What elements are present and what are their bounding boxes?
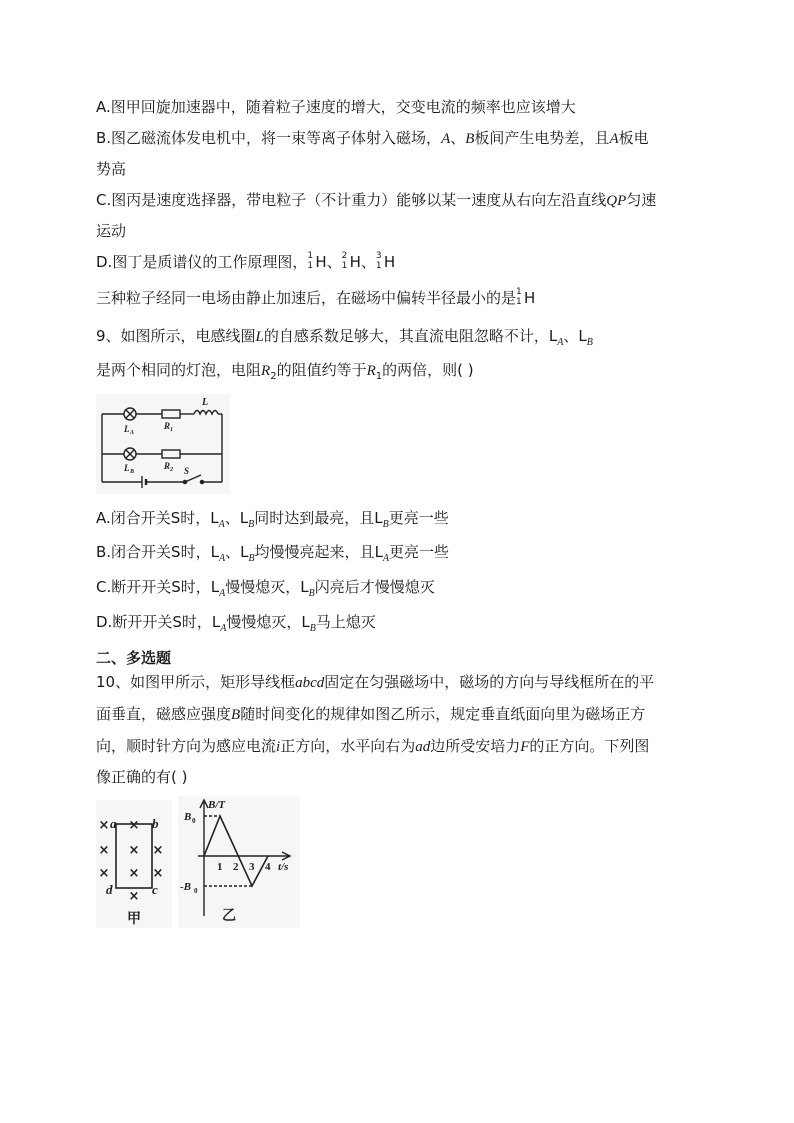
resistor-r2 [162, 450, 180, 458]
b0-label-sub: 0 [192, 817, 196, 825]
corner-c-label: c [152, 882, 158, 897]
isotope-answer-mass: 1 [516, 287, 522, 297]
q9-option-d-end: 马上熄灭 [315, 613, 376, 631]
corner-b-label: b [152, 816, 159, 831]
b-t-curve [204, 816, 268, 886]
q9-d-lamp-b: L [301, 613, 310, 631]
q9-b-lamp-b-sub: B [248, 553, 255, 564]
q9-circuit-figure [96, 394, 230, 494]
q8-option-c-cont: 运动 [96, 222, 127, 240]
q8-option-b-line1 [96, 128, 649, 149]
q10-text-1-end: 固定在匀强磁场中，磁场的方向与导线框所在的平 [324, 673, 655, 691]
q10-text-2-end: 随时间变化的规律如图乙所示，规定垂直纸面向里为磁场正方 [240, 705, 646, 723]
q9-b-lamp-a2: L [374, 543, 383, 561]
isotope-1-prefix [307, 252, 315, 272]
q8-option-b-cont: 势高 [96, 160, 127, 178]
resistor-r1 [162, 410, 180, 418]
q9-lamp-a: L [548, 327, 558, 345]
q8-option-b-line2 [96, 159, 126, 179]
q9-b-comma: 、 [225, 543, 241, 561]
q9-r1-symbol: R [366, 363, 376, 379]
figure-yi-caption: 乙 [222, 908, 236, 924]
y-axis-label: B/T [208, 799, 226, 811]
q10-text-3: 向，顺时针方向为感应电流 [96, 737, 277, 755]
q9-option-c-text: C.断开开关S时， [96, 578, 211, 596]
x-axis-label: t/s [278, 861, 289, 873]
r2-label-sub: 2 [170, 467, 173, 473]
isotope-2-z: 1 [341, 261, 348, 271]
q8-option-a [96, 97, 576, 117]
q9-a-comma: 、 [224, 509, 240, 527]
q8-option-c-end: 匀速 [626, 191, 657, 209]
lamp-b-label-sub: B [130, 469, 135, 475]
q9-stem2-mid: 的阻值约等于 [276, 361, 367, 379]
q9-inductor-symbol: L [255, 329, 264, 345]
q10-text-4: 像正确的有( ) [96, 768, 188, 786]
isotope-answer-symbol: H [524, 289, 536, 307]
q9-option-b-end: 更亮一些 [389, 543, 450, 561]
circuit-diagram [96, 394, 230, 494]
cross-r4c2: × [128, 889, 140, 904]
isotope-1-mass: 1 [307, 251, 314, 261]
r1-label-sub: 1 [170, 427, 173, 433]
isotope-sep-2: 、 [360, 253, 376, 271]
q9-a-lamp-b2: L [374, 509, 383, 527]
q10-ad-symbol: ad [415, 739, 431, 755]
q9-comma: 、 [563, 327, 579, 345]
q9-a-lamp-a-sub: A [218, 519, 225, 530]
cross-r2c1: × [98, 843, 110, 858]
q9-stem-line2 [96, 360, 474, 387]
r1-label: R [164, 421, 171, 431]
q10-stem-line1 [96, 672, 654, 693]
q8-sep: 、 [450, 129, 466, 147]
q8-option-d-cont: 三种粒子经同一电场由静止加速后，在磁场中偏转半径最小的是 [96, 289, 517, 307]
corner-a-label: a [110, 816, 117, 831]
q9-option-c [96, 577, 435, 604]
q9-stem-mid: 的自感系数足够大，其直流电阻忽略不计， [263, 327, 549, 345]
q8-option-b-end: 板电 [618, 129, 649, 147]
q9-option-a-text: A.闭合开关S时， [96, 509, 211, 527]
q8-option-d-line1 [96, 252, 395, 272]
q8-option-a-text: A.图甲回旋加速器中，随着粒子速度的增大，交变电流的频率也应该增大 [96, 98, 576, 116]
q10-stem-line4 [96, 767, 187, 787]
q8-plate-a: A [441, 131, 451, 147]
r2-label: R [164, 461, 171, 471]
q9-a-lamp-a: L [210, 509, 219, 527]
b-t-graph [178, 796, 300, 928]
isotope-2-symbol: H [349, 253, 361, 271]
x-tick-4: 4 [265, 861, 271, 873]
wire-frame-diagram [96, 800, 172, 928]
q9-a-lamp-b: L [239, 509, 249, 527]
isotope-3-prefix [376, 252, 384, 272]
q9-b-lamp-a2-sub: A [382, 553, 390, 564]
q10-figure-jia [96, 800, 172, 928]
q8-option-d-text: D.图丁是质谱仪的工作原理图， [96, 253, 308, 271]
x-tick-1: 1 [217, 861, 223, 873]
q9-stem2-end: 的两倍，则( ) [382, 361, 474, 379]
q10-text-3-mid2: 边所受安培力 [430, 737, 521, 755]
q9-option-d-mid: 慢慢熄灭， [226, 613, 302, 631]
isotope-answer-z: 1 [516, 297, 522, 307]
isotope-sep-1: 、 [326, 253, 342, 271]
q8-option-b-mid: 板间产生电势差，且 [474, 129, 610, 147]
isotope-3-z: 1 [375, 261, 382, 271]
x-tick-2: 2 [233, 861, 239, 873]
q10-figure-yi [178, 796, 300, 928]
q10-b-symbol: B [231, 707, 241, 723]
isotope-3-symbol: H [383, 253, 396, 271]
q10-i-symbol: i [276, 739, 281, 755]
cross-r2c3: × [152, 843, 164, 858]
q9-lamp-a-sub: A [557, 337, 564, 348]
neg-b0-label: -B [180, 881, 191, 893]
q9-lamp-b-sub: B [586, 337, 593, 348]
inductor-coil [194, 411, 218, 415]
q9-d-lamp-a: L [211, 613, 221, 631]
q9-stem2-text: 是两个相同的灯泡，电阻 [96, 361, 262, 379]
q9-c-lamp-a: L [210, 578, 220, 596]
q8-plate-b: B [465, 131, 475, 147]
corner-d-label: d [106, 882, 113, 897]
lamp-b-label: L [124, 463, 130, 473]
q9-lamp-b: L [578, 327, 587, 345]
q10-stem-line3 [96, 736, 649, 757]
q9-c-lamp-b: L [300, 578, 309, 596]
q10-abcd: abcd [295, 675, 325, 691]
neg-b0-label-sub: 0 [194, 887, 198, 895]
q9-option-c-mid: 慢慢熄灭， [225, 578, 301, 596]
q9-b-lamp-a-sub: A [218, 553, 226, 564]
cross-r1c1: × [98, 818, 110, 833]
q9-b-lamp-b: L [240, 543, 249, 561]
isotope-1-symbol: H [315, 253, 327, 271]
q8-option-c-line2 [96, 221, 126, 241]
section-title-multiple-choice: 二、多选题 [96, 649, 172, 667]
isotope-answer-prefix [516, 288, 524, 308]
q10-text-3-end: 的正方向。下列图 [529, 737, 650, 755]
isotope-1-z: 1 [307, 261, 314, 271]
q10-text-1: 10、如图甲所示，矩形导线框 [96, 673, 296, 691]
q9-option-a-mid: 同时达到最亮，且 [254, 509, 375, 527]
q10-f-symbol: F [520, 739, 530, 755]
isotope-2-mass: 2 [341, 251, 348, 261]
q9-stem-line1 [96, 326, 593, 353]
q10-stem-line2 [96, 704, 645, 725]
isotope-3-mass: 3 [375, 251, 382, 261]
x-tick-3: 3 [249, 861, 255, 873]
q8-option-c-text: C.图丙是速度选择器，带电粒子（不计重力）能够以某一速度从右向左沿直线 [96, 191, 607, 209]
q8-line-qp: QP [606, 193, 627, 209]
q9-r1-sub: 1 [375, 371, 383, 382]
cross-r3c1: × [98, 866, 110, 881]
q9-a-lamp-b2-sub: B [382, 519, 389, 530]
q8-plate-a2: A [609, 131, 619, 147]
switch-blade [185, 475, 201, 482]
q9-option-a [96, 508, 449, 535]
q8-option-d-line2 [96, 288, 535, 308]
isotope-2-prefix [342, 252, 350, 272]
q9-b-lamp-a: L [210, 543, 219, 561]
switch-label: S [184, 466, 190, 476]
b0-label: B [184, 811, 192, 823]
q9-d-lamp-a-sub: A [220, 623, 227, 634]
q9-option-d [96, 612, 376, 639]
q9-option-b [96, 542, 449, 569]
q9-option-c-end: 闪亮后才慢慢熄灭 [314, 578, 435, 596]
inductor-label: L [202, 397, 209, 408]
q9-r2-sub: 2 [270, 371, 277, 382]
lamp-a-label: L [124, 424, 130, 434]
q9-c-lamp-a-sub: A [219, 588, 226, 599]
q8-option-b-text: B.图乙磁流体发电机中，将一束等离子体射入磁场， [96, 129, 442, 147]
q10-text-2: 面垂直，磁感应强度 [96, 705, 232, 723]
q9-r2-symbol: R [261, 363, 271, 379]
cross-r2c2: × [128, 843, 140, 858]
q9-option-d-text: D.断开开关S时， [96, 613, 212, 631]
figure-jia-caption: 甲 [127, 911, 141, 927]
q10-text-3-mid: 正方向，水平向右为 [280, 737, 416, 755]
cross-r3c3: × [152, 866, 164, 881]
q9-option-b-text: B.闭合开关S时， [96, 543, 211, 561]
q8-option-c-line1 [96, 190, 656, 211]
q9-option-b-mid: 均慢慢亮起来，且 [254, 543, 375, 561]
lamp-a-label-sub: A [130, 430, 135, 436]
cross-r3c2: × [128, 866, 140, 881]
q9-stem-text: 9、如图所示，电感线圈 [96, 327, 256, 345]
q9-a-lamp-b-sub: B [248, 519, 255, 530]
q9-option-a-end: 更亮一些 [388, 509, 449, 527]
q9-d-lamp-b-sub: B [309, 623, 316, 634]
q9-c-lamp-b-sub: B [308, 588, 315, 599]
cross-r1c2: × [128, 818, 140, 833]
